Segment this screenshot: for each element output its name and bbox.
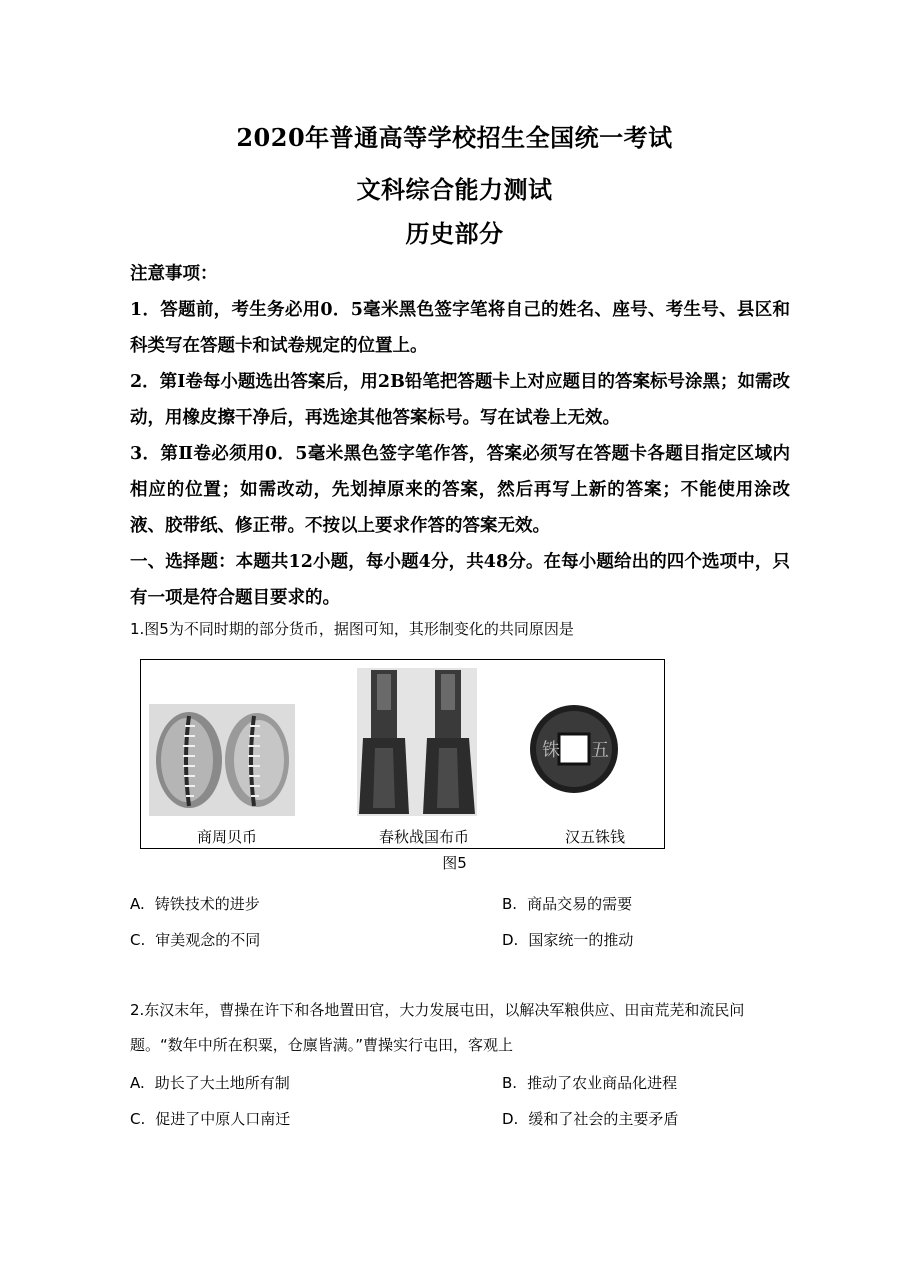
notice-item-3: 3．第Ⅱ卷必须用0．5毫米黑色签字笔作答，答案必须写在答题卡各题目指定区域内相应的位置；如需改动，先划掉原来的答案，然后再写上新的答案；不能使用涂改液、胶带纸、修正带。不按以上要求作答的答案无效。 [130,444,790,536]
coin-glyph-left: 铢 [542,740,560,761]
q1-option-d[interactable]: D. 国家统一的推动 [502,931,634,949]
caption-spade-money: 春秋战国布币 [379,828,470,846]
wuzhu-coin-image [529,704,619,794]
notice-block [130,256,790,616]
question-1-stem: 1.图5为不同时期的部分货币，据图可知，其形制变化的共同原因是 [130,620,574,638]
question-2-stem: 2.东汉末年，曹操在许下和各地置田官，大力发展屯田，以解决军粮供应、田亩荒芜和流民问题。“数年中所在积粟，仓廪皆满。”曹操实行屯田，客观上 [130,1001,745,1054]
shell-money-image [149,704,295,816]
caption-shell-money: 商周贝币 [197,828,258,846]
spade-money-image [357,668,477,816]
q2-option-b[interactable]: B. 推动了农业商品化进程 [502,1074,678,1092]
section-intro: 一、选择题：本题共12小题，每小题4分，共48分。在每小题给出的四个选项中，只有一项是符合题目要求的。 [130,552,790,608]
figure-label: 图5 [442,854,467,872]
q2-option-d[interactable]: D. 缓和了社会的主要矛盾 [502,1110,679,1128]
currency-figure [140,659,665,849]
caption-wuzhu-coin: 汉五铢钱 [565,828,626,846]
q1-option-c[interactable]: C. 审美观念的不同 [130,931,261,949]
q1-option-a[interactable]: A. 铸铁技术的进步 [130,895,260,913]
coin-glyph-right: 五 [591,740,609,761]
q2-option-a[interactable]: A. 助长了大土地所有制 [130,1074,290,1092]
q1-option-b[interactable]: B. 商品交易的需要 [502,895,633,913]
exam-section-title: 历史部分 [405,219,504,248]
notice-heading: 注意事项： [130,264,218,284]
notice-item-1: 1．答题前，考生务必用0．5毫米黑色签字笔将自己的姓名、座号、考生号、县区和科类写在答题卡和试卷规定的位置上。 [130,300,790,356]
notice-item-2: 2．第Ⅰ卷每小题选出答案后，用2B铅笔把答题卡上对应题目的答案标号涂黑；如需改动，用橡皮擦干净后，再选途其他答案标号。写在试卷上无效。 [130,372,790,428]
exam-subtitle: 文科综合能力测试 [356,175,553,204]
exam-title: 2020年普通高等学校招生全国统一考试 [236,123,673,152]
q2-option-c[interactable]: C. 促进了中原人口南迁 [130,1110,291,1128]
